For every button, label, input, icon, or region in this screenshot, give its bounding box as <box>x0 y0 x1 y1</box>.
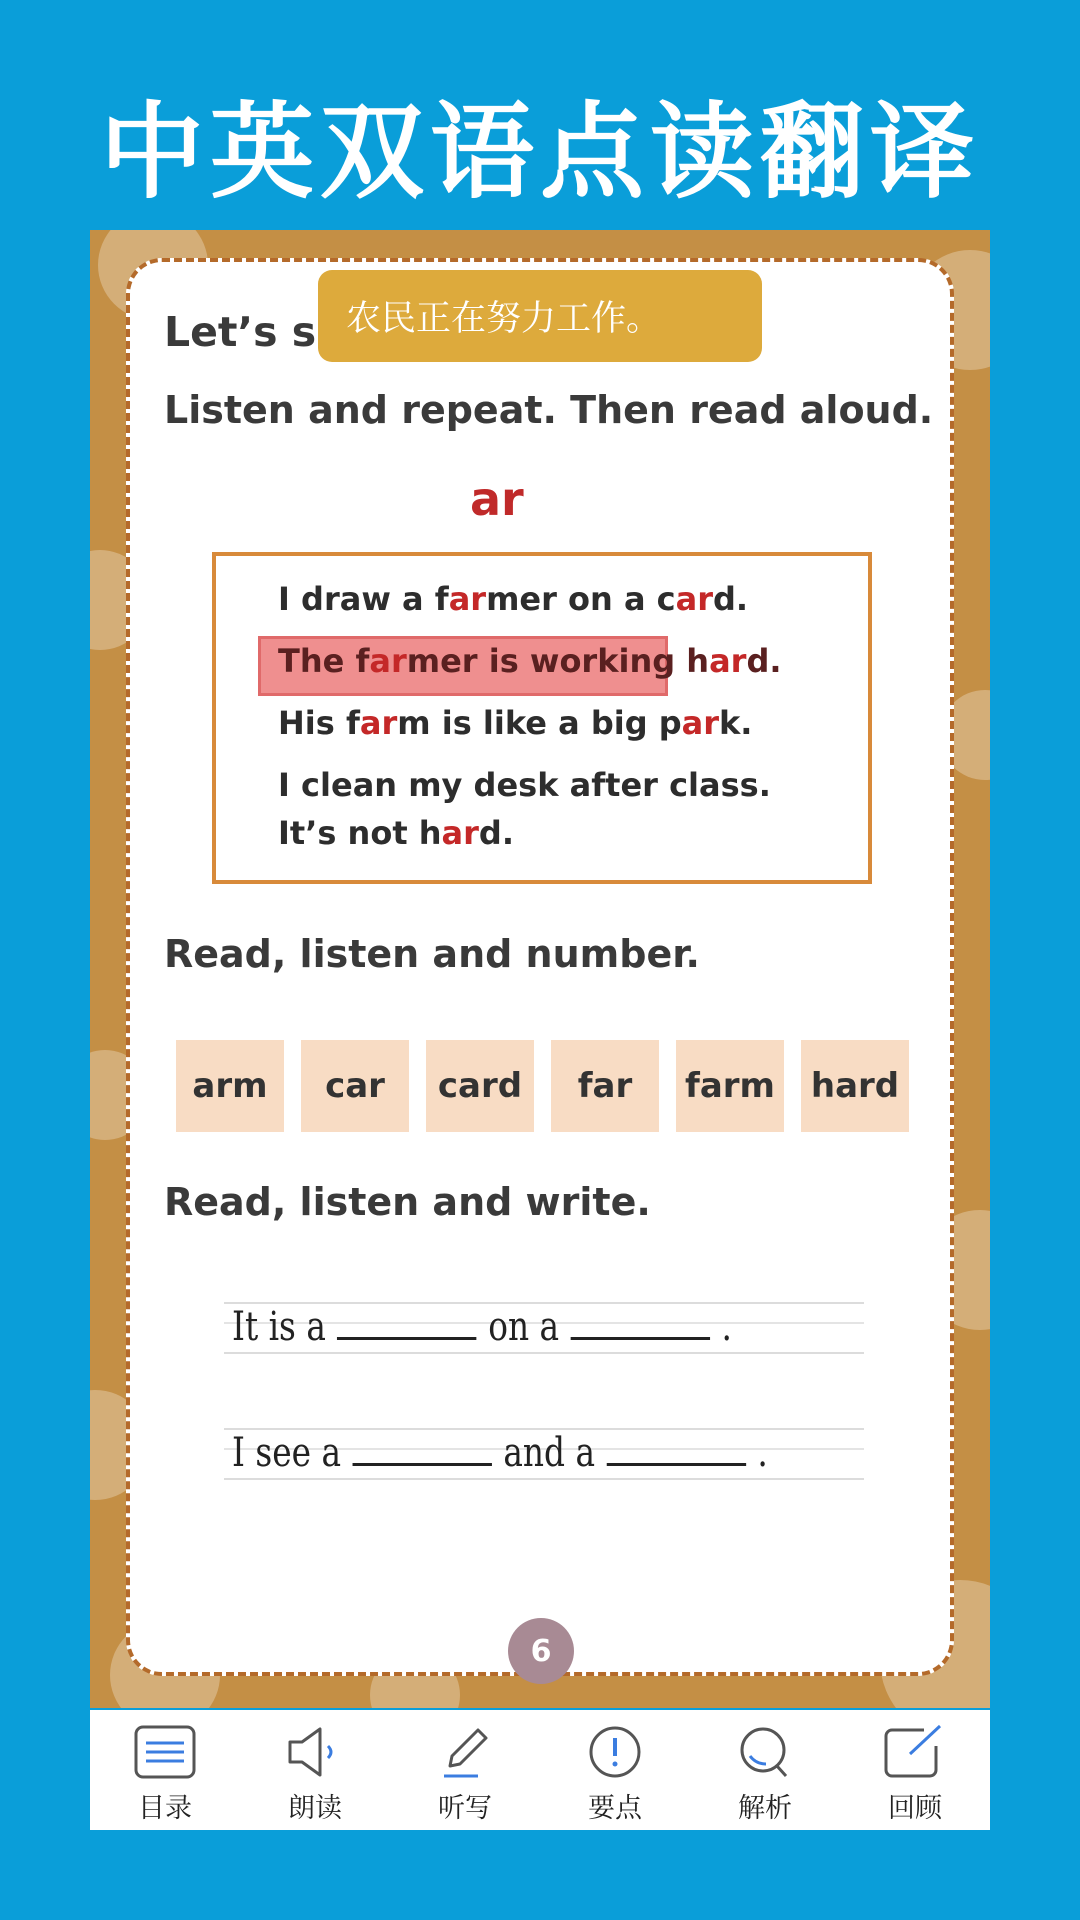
page-number-badge: 6 <box>508 1618 574 1684</box>
sentence-5[interactable]: It’s not hard. <box>278 814 514 852</box>
sentence-2[interactable]: The farmer is working hard. <box>278 642 782 680</box>
tab-review[interactable] <box>840 1710 990 1830</box>
sentence-4[interactable]: I clean my desk after class. <box>278 766 771 804</box>
tab-contents[interactable] <box>90 1710 240 1830</box>
sentence-box <box>212 552 872 884</box>
tab-label: 要点 <box>588 1793 642 1824</box>
lesson-heading: Let’s s <box>164 308 317 356</box>
word-card[interactable]: farm <box>676 1040 784 1132</box>
section-write-heading: Read, listen and write. <box>164 1180 651 1224</box>
book-frame <box>90 230 990 1708</box>
tab-label: 回顾 <box>888 1793 942 1824</box>
answer-blank[interactable] <box>571 1307 710 1340</box>
tab-dictation[interactable] <box>390 1710 540 1830</box>
word-card[interactable]: arm <box>176 1040 284 1132</box>
phonics-label: ar <box>470 472 524 526</box>
sentence-3[interactable]: His farm is like a big park. <box>278 704 753 742</box>
speaker-icon <box>280 1724 350 1780</box>
word-card[interactable]: far <box>551 1040 659 1132</box>
bottom-tab-bar <box>90 1710 990 1830</box>
word-card[interactable]: car <box>301 1040 409 1132</box>
book-page <box>126 258 954 1676</box>
pencil-icon <box>430 1724 500 1780</box>
tab-analysis[interactable] <box>690 1710 840 1830</box>
search-bubble-icon <box>730 1724 800 1780</box>
tab-label: 听写 <box>438 1793 492 1824</box>
hero-title: 中英双语点读翻译 <box>99 91 980 213</box>
write-line-2: I see a and a . <box>224 1428 864 1480</box>
exclamation-icon <box>580 1724 650 1780</box>
answer-blank[interactable] <box>353 1433 492 1466</box>
sentence-1[interactable]: I draw a farmer on a card. <box>278 580 749 618</box>
translation-tooltip: 农民正在努力工作。 <box>318 270 762 362</box>
instruction-text: Listen and repeat. Then read aloud. <box>164 388 934 432</box>
answer-blank[interactable] <box>607 1433 746 1466</box>
edit-icon <box>880 1724 950 1780</box>
section-number-heading: Read, listen and number. <box>164 932 700 976</box>
tab-label: 解析 <box>738 1793 792 1824</box>
word-card[interactable]: card <box>426 1040 534 1132</box>
tab-label: 朗读 <box>288 1793 342 1824</box>
write-line-1: It is a on a . <box>224 1302 864 1354</box>
tab-read-aloud[interactable] <box>240 1710 390 1830</box>
word-card[interactable]: hard <box>801 1040 909 1132</box>
menu-list-icon <box>130 1724 200 1780</box>
tab-key-points[interactable] <box>540 1710 690 1830</box>
answer-blank[interactable] <box>337 1307 476 1340</box>
tab-label: 目录 <box>138 1793 192 1824</box>
